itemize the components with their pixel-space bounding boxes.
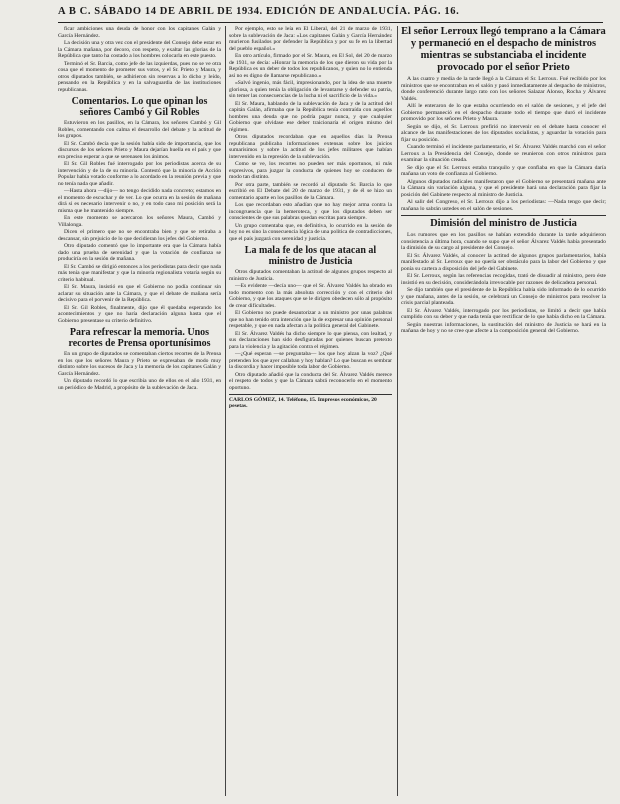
paragraph: Por otra parte, también se recordó al diputado Sr. Barcia lo que escribió en El Debate del 20 de marzo de 1931, y de él se hizo un comentario aparte en los pasillos de la Cámara. (229, 181, 392, 201)
paragraph: El Gobierno no puede desautorizar a un ministro por unas palabras que no han tenido otra intención que la de expresar una opinión personal respetable, y que en nada afectan a la política general del Gabinete. (229, 310, 392, 329)
paragraph: La decisión una y otra vez con el presidente del Consejo debe estar en la Cámara mañana, por decoro, con respeto, y exaltar las glorias de la República que tanto ha costado a los hombres colocarla en este puesto. (58, 40, 221, 59)
column-3 (401, 26, 606, 796)
paragraph: El Sr. Lerroux, según las referencias recogidas, trató de disuadir al ministro, pero éste insistió en su decisión, considerándola irrevocable por razones de delicadeza personal. (401, 273, 606, 286)
classified-footer: CARLOS GÓMEZ, 14. Teléfono, 15. Impresos económicos, 20 pesetas. (229, 397, 377, 409)
footer-rule (229, 394, 392, 395)
paragraph: En un grupo de diputados se comentaban ciertos recortes de la Prensa en los que los señores Maura y Prieto se expresaban de modo muy distinto sobre los sucesos de Jaca y la memoria de los capitanes Galán y García Hernández. (58, 351, 221, 377)
paragraph: Cuando terminó el incidente parlamentario, el Sr. Álvarez Valdés marchó con el señor Lerroux a la Presidencia del Consejo, donde se reunieron con otros ministros para examinar la situación creada. (401, 144, 606, 163)
paragraph: El Sr. Maura, hablando de la sublevación de Jaca y de la actitud del capitán Galán, afirmaba que la República tenía contraída con aquellos hombres una deuda que no podría pagar nunca, y que cualquier Gobierno que olvidase ese deber traicionaría el origen mismo del régimen. (229, 100, 392, 133)
paragraph: Un diputado recordó lo que escribía uno de ellos en el año 1931, en un periódico de Madrid, a propósito de la sublevación de Jaca. (58, 378, 221, 391)
paragraph: El Sr. Gil Robles, finalmente, dijo que él quedaba esperando los acontecimientos y que no haría declaración alguna hasta que el Gobierno presentase su criterio definitivo. (58, 304, 221, 324)
paragraph: Por ejemplo, esto se leía en El Liberal, del 21 de marzo de 1931, sobre la sublevación de Jaca: «Los capitanes Galán y García Hernández murieron fusilados por defender la República y por su fe en la libertad del pueblo español.» (229, 26, 392, 52)
paragraph: Un grupo comentaba que, en definitiva, lo ocurrido en la sesión de hoy no es sino la consecuencia lógica de una política de contradicciones, que el país juzgará con serenidad y justicia. (229, 222, 392, 242)
masthead-rule (58, 22, 603, 23)
paragraph: «Salvó ingenio, más fácil, impresionando, por la idea de una muerte gloriosa, a quien tenía la obligación de levantarse y defender su patria, sin temer las consecuencias de la lucha ni el sacrificio de la vida.» (229, 80, 392, 99)
paragraph: —¿Qué esperan —se preguntaba— los que hoy alzan la voz? ¿Qué pretenden los que ayer callaban y hoy hablan? Lo que buscan es sembrar la discordia y hacer imposible toda labor de Gobierno. (229, 351, 392, 370)
headline-lerroux: El señor Lerroux llegó temprano a la Cámara y permaneció en el despacho de ministros mientras se substanciaba el incidente provocado por el señor Prieto (401, 26, 606, 73)
paragraph: Se dijo que el Sr. Lerroux estaba tranquilo y que confiaba en que la Cámara daría mañana un voto de confianza al Gobierno. (401, 164, 606, 177)
paragraph: Otro diputado añadió que la conducta del Sr. Álvarez Valdés merece el respeto de todos y que la Cámara sabrá reconocerlo en el momento oportuno. (229, 371, 392, 391)
paragraph: El Sr. Álvarez Valdés, al conocer la actitud de algunos grupos parlamentarios, había manifestado al Sr. Lerroux que no quería ser obstáculo para la labor del Gobierno y que ponía su cartera a disposición del jefe del Gabinete. (401, 252, 606, 272)
paragraph: El Sr. Gil Robles fué interrogado por los periodistas acerca de su intervención y de la de su minoría. Contestó que la minoría de Acción Popular había votado conforme a lo acordado en la reunión previa y que no tenía nada que añadir. (58, 161, 221, 187)
paragraph: A las cuatro y media de la tarde llegó a la Cámara el Sr. Lerroux. Fué recibido por los ministros que se encontraban en el salón y pasó inmediatamente al despacho de ministros, donde conferenció durante largo rato con los señores Salazar Alonso, Rocha y Álvarez Valdés. (401, 76, 606, 102)
column-divider-1 (225, 26, 226, 796)
paragraph: Algunos diputados radicales manifestaron que el Gobierno se presentará mañana ante la Cámara sin variación alguna, y que el presidente hará una declaración para fijar la posición del Gabinete respecto al ministro de Justicia. (401, 178, 606, 198)
paragraph: —Es evidente —decía uno— que el Sr. Álvarez Valdés ha obrado en todo momento con la más absoluta corrección y con el criterio del Gobierno, y que los ataques que se le dirigen obedecen sólo al propósito de crear dificultades. (229, 283, 392, 309)
paragraph: —Hasta ahora —dijo— no tengo decidido nada concreto; estamos en el momento de escuchar y de ver. Lo que ocurra en la sesión de mañana dirá si es necesario intervenir o no, y en todo caso mi posición será la misma que he mantenido siempre. (58, 188, 221, 214)
paragraph: Según se dijo, el Sr. Lerroux prefirió no intervenir en el debate hasta conocer el alcance de las manifestaciones de los diputados socialistas, y aguardar la votación para fijar su posición. (401, 123, 606, 143)
paragraph: Estuvieron en los pasillos, en la Cámara, los señores Cambó y Gil Robles, comentando con calma el desarrollo del debate y la actitud de los grupos. (58, 120, 221, 139)
headline-mala-fe: La mala fe de los que atacan al ministro de Justicia (244, 245, 377, 267)
paragraph: Dicen el primero que no se encontraba bien y que se retiraba a descansar, sin prejuicio de lo que decidieran los jefes del Gobierno. (58, 229, 221, 242)
paragraph: Al salir del Congreso, el Sr. Lerroux dijo a los periodistas: —Nada tengo que decir; mañana lo sabrán ustedes en el salón de sesiones. (401, 199, 606, 212)
paragraph: En otro artículo, firmado por el Sr. Maura, en El Sol, del 20 de marzo de 1931, se decía: «Honrar la memoria de los que dieron su vida por la República es un deber de todos los republicanos, y quien no lo entienda así no es digno de llamarse republicano.» (229, 53, 392, 79)
headline-dimision: Dimisión del ministro de Justicia (430, 218, 577, 229)
headline-refrescar-memoria: Para refrescar la memoria. Unos recortes de Prensa oportunísimos (68, 327, 211, 349)
paragraph: Como se ve, los recortes no pueden ser más oportunos, ni más expresivos, para juzgar la conducta de quienes hoy se conducen de modo tan distinto. (229, 161, 392, 180)
paragraph: Los rumores que en los pasillos se habían extendido durante la tarde adquirieron consistencia a última hora, cuando se supo que el señor Álvarez Valdés había presentado la dimisión de su cargo al presidente del Consejo. (401, 232, 606, 251)
paragraph: El Sr. Maura, insistió en que el Gobierno no podía continuar sin aclarar su situación ante la Cámara, y que el debate de mañana sería decisivo para el porvenir de la República. (58, 284, 221, 303)
paragraph: El Sr. Cambó se dirigió entonces a los periodistas para decir que nada más tenía que manifestar y que la minoría regionalista votaría según su criterio habitual. (58, 263, 221, 283)
paragraph: Se dijo también que el presidente de la República había sido informado de lo ocurrido y que mañana, antes de la sesión, se celebrará un Consejo de ministros para resolver la crisis parcial planteada. (401, 287, 606, 306)
paragraph: El Sr. Álvarez Valdés ha dicho siempre lo que piensa, con lealtad, y sus declaraciones han sido desfiguradas por quienes buscan pretexto para la violencia y la agitación contra el régimen. (229, 330, 392, 350)
column-2 (229, 26, 392, 796)
paragraph: Otros diputados comentaban la actitud de algunos grupos respecto al ministro de Justicia. (229, 269, 392, 282)
paragraph: ficar ambiciones una deuda de honor con los capitanes Galán y García Hernández. (58, 26, 221, 39)
column-divider-2 (397, 26, 398, 796)
paragraph: En este momento se acercaron los señores Maura, Cambó y Villalonga. (58, 215, 221, 228)
paragraph: Otro diputado comentó que lo importante era que la Cámara había dado una prueba de serenidad y que la votación de confianza se produciría en la sesión de mañana. (58, 243, 221, 262)
paragraph: El Sr. Cambó decía que la sesión había sido de importancia, que los discursos de los señores Prieto y Maura dejarían huella en el país y que era preciso esperar a que se serenasen los ánimos. (58, 140, 221, 160)
paragraph: El Sr. Álvarez Valdés, interrogado por los periodistas, se limitó a decir que había cumplido con su deber y que nada tenía que rectificar de lo que había dicho en la Cámara. (401, 307, 606, 320)
paragraph: Según nuestras informaciones, la sustitución del ministro de Justicia se hará en la mañana de hoy y no se cree que afecte a la composición general del Gobierno. (401, 321, 606, 334)
column-1 (58, 26, 221, 796)
headline-comentarios: Comentarios. Lo que opinan los señores Cambó y Gil Robles (71, 96, 208, 118)
masthead: A B C. SÁBADO 14 DE ABRIL DE 1934. EDICIÓN DE ANDALUCÍA. PÁG. 16. (58, 6, 460, 17)
paragraph: Terminó el Sr. Barcia, como jefe de las izquierdas, pues no se ve otra cosa que el momento de prometer sus votos, y el Sr. Prieto y Maura, y otros diputados también, se adhirieron sin reservas a lo dicho y leído, pensando en la República y en la salvaguardia de las instituciones republicanas. (58, 60, 221, 93)
paragraph: Allí le enteraron de lo que estaba ocurriendo en el salón de sesiones, y el jefe del Gobierno permaneció en el despacho durante todo el tiempo que duró el incidente promovido por los señores Prieto y Maura. (401, 103, 606, 122)
paragraph: Los que recordaban esto añadían que no hay mejor arma contra la incongruencia que la hemeroteca, y que los diputados deben ser conscientes de que sus palabras quedan escritas para siempre. (229, 202, 392, 221)
paragraph: Otros diputados recordaban que en aquellos días la Prensa republicana publicaba informaciones extensas sobre los juicios sumarísimos y sobre la actitud de los jefes militares que habían intervenido en la represión de la sublevación. (229, 134, 392, 160)
section-rule (401, 215, 606, 216)
